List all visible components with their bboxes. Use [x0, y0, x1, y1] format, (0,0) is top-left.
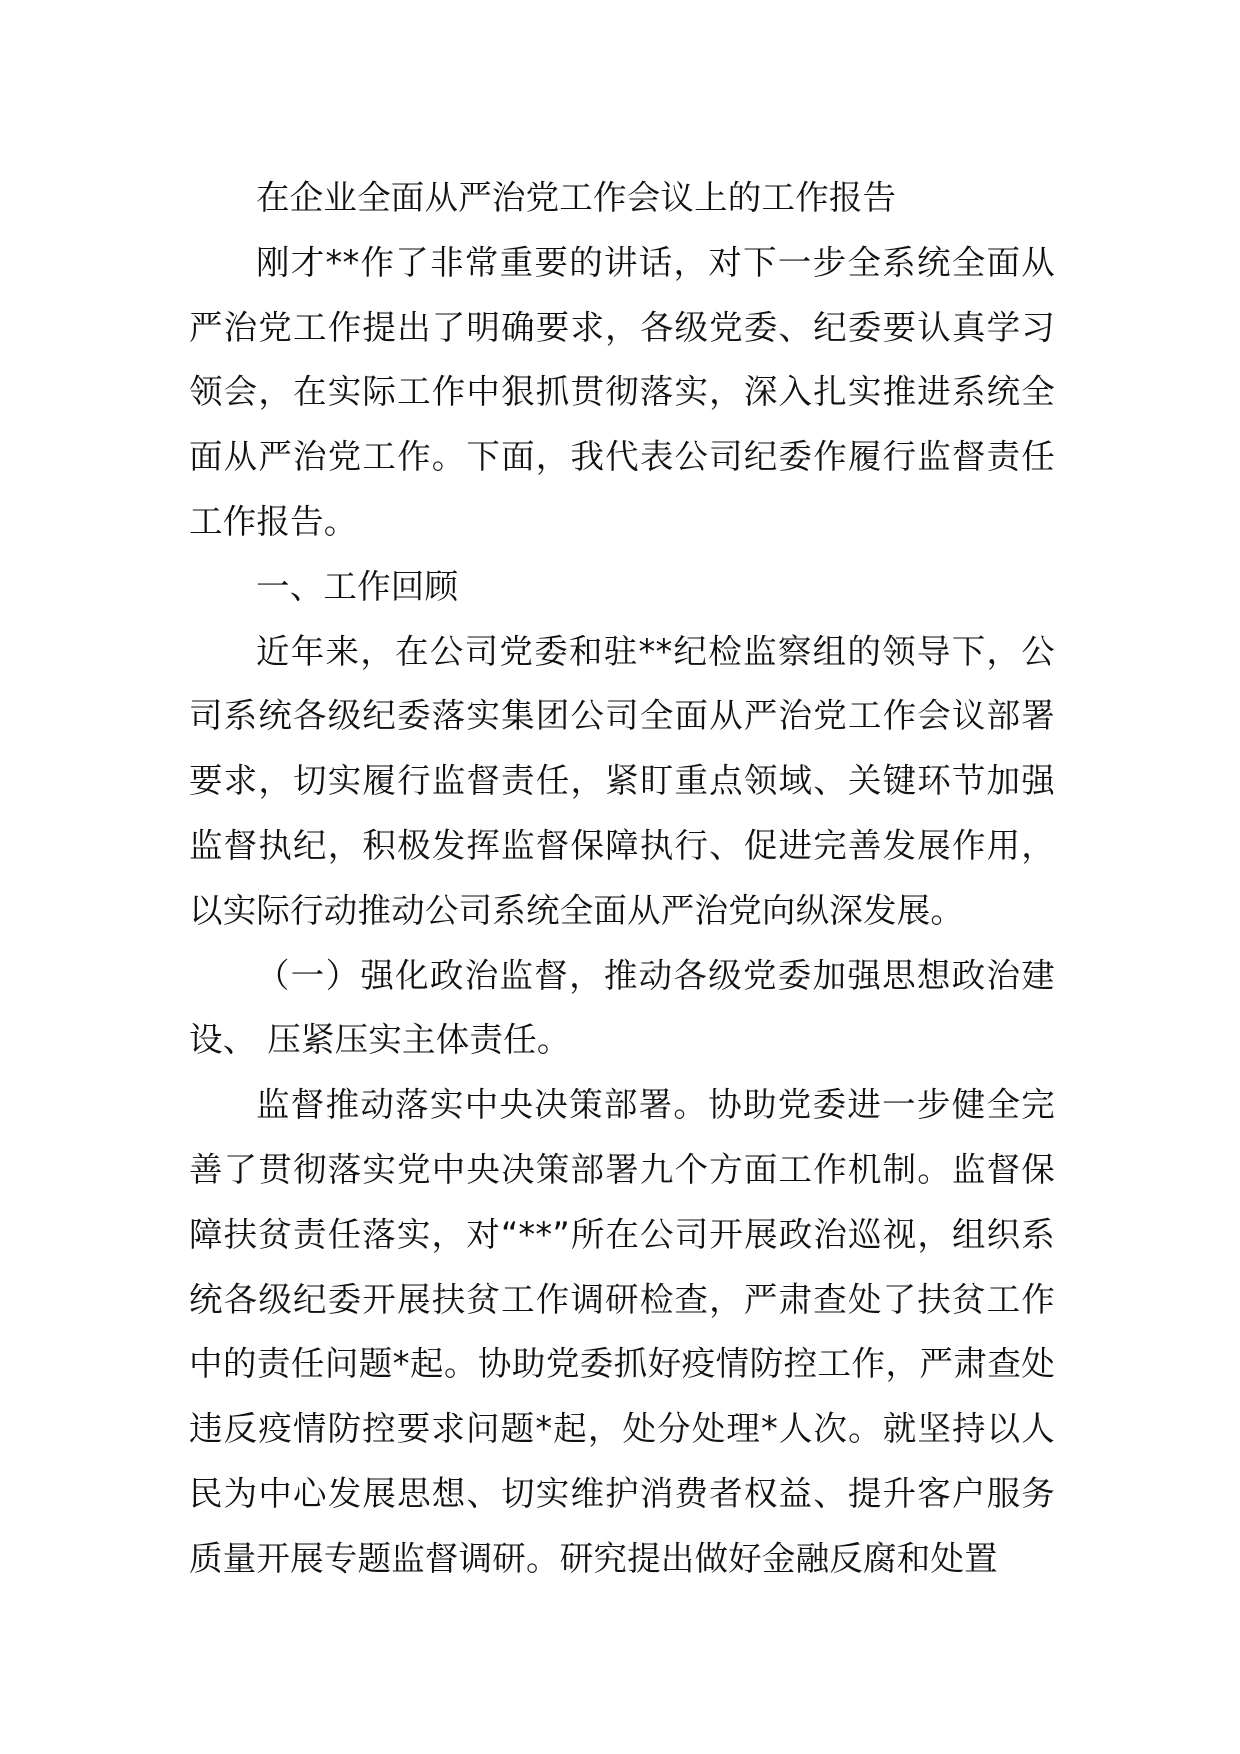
subsection-heading: （一）强化政治监督，推动各级党委加强思想政治建设、 压紧压实主体责任。 — [189, 955, 1055, 1060]
paragraph-opening: 刚才**作了非常重要的讲话，对下一步全系统全面从严治党工作提出了明确要求，各级党委、纪委要认真学习领会，在实际工作中狠抓贯彻落实，深入扎实推进系统全面从严治党工作。下面，我代表公司纪委作履行监督责任工作报告。 — [189, 242, 1055, 541]
section-heading: 一、工作回顾 — [256, 566, 459, 606]
paragraph-review: 近年来，在公司党委和驻**纪检监察组的领导下，公司系统各级纪委落实集团公司全面从严治党工作会议部署要求，切实履行监督责任，紧盯重点领域、关键环节加强监督执纪，积极发挥监督保障执行、促进完善发展作用，以实际行动推动公司系统全面从严治党向纵深发展。 — [189, 631, 1055, 930]
document-title: 在企业全面从严治党工作会议上的工作报告 — [256, 178, 897, 217]
paragraph-supervision: 监督推动落实中央决策部署。协助党委进一步健全完善了贯彻落实党中央决策部署九个方面工作机制。监督保障扶贫责任落实，对“**”所在公司开展政治巡视，组织系统各级纪委开展扶贫工作调研检查，严肃查处了扶贫工作中的责任问题*起。协助党委抓好疫情防控工作，严肃查处违反疫情防控要求问题*起，处分处理*人次。就坚持以人民为中心发展思想、切实维护消费者权益、提升客户服务质量开展专题监督调研。研究提出做好金融反腐和处置 — [189, 1085, 1055, 1578]
document-body — [189, 166, 1055, 1592]
